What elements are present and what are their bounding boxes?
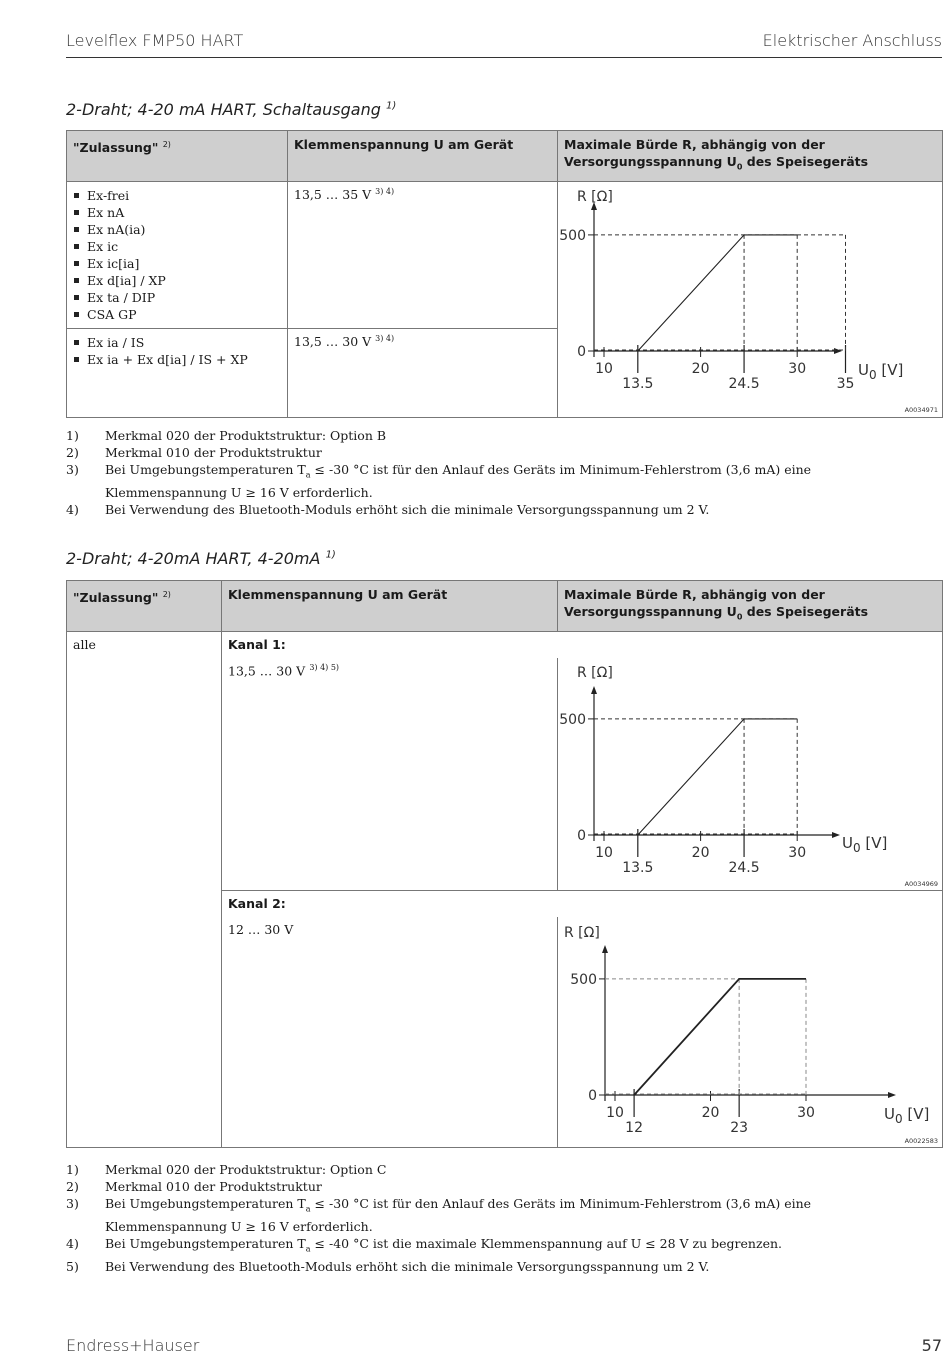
x-axis-arrow (888, 1092, 896, 1098)
y-tick-label: 500 (559, 227, 586, 244)
col-voltage: Klemmenspannung U am Gerät (222, 581, 558, 632)
approval-list-1 (67, 181, 288, 328)
list-item: Ex-frei (73, 187, 281, 204)
section1-title: 2-Draht; 4-20 mA HART, Schaltausgang $^{1)}$ (66, 100, 397, 119)
y-tick-label: 500 (559, 711, 586, 728)
figure-id: A0034971 (904, 405, 938, 414)
x-tick-label: 20 (691, 844, 710, 861)
load-chart-3 (558, 917, 942, 1147)
chart-cell-2 (558, 658, 943, 891)
load-curve (638, 718, 797, 834)
x-tick-label: 20 (701, 1104, 720, 1121)
x-marker-label: 13.5 (622, 375, 654, 392)
section2-title: 2-Draht; 4-20mA HART, 4-20mA $^{1)}$ (66, 549, 336, 568)
list-item: CSA GP (73, 306, 281, 323)
y-tick-label: 0 (588, 1087, 597, 1104)
load-chart-1 (558, 182, 942, 416)
y-tick-label: 500 (570, 971, 597, 988)
section1-table (66, 130, 943, 418)
kanal1-label: Kanal 1: (222, 631, 943, 658)
list-item: Ex ic (73, 238, 281, 255)
voltage-cell-1: 13,5 … 35 V $^{3) 4)}$ (288, 181, 558, 328)
col-approval: "Zulassung" $^{2)}$ (67, 131, 288, 182)
list-item: Ex d[ia] / XP (73, 272, 281, 289)
figure-id: A0034969 (904, 879, 938, 888)
section2-table (66, 580, 943, 1148)
list-item: Ex nA (73, 204, 281, 221)
list-item: Ex nA(ia) (73, 221, 281, 238)
approval-cell: alle (67, 631, 222, 1147)
kanal2-voltage: 12 … 30 V (222, 917, 558, 1148)
list-item: Ex ia + Ex d[ia] / IS + XP (73, 351, 281, 368)
y-axis-label: R [Ω] (577, 664, 613, 681)
kanal2-label: Kanal 2: (222, 890, 943, 917)
figure-id: A0022583 (904, 1136, 938, 1145)
x-axis-arrow (832, 832, 840, 838)
approval-list-2 (67, 328, 288, 417)
y-axis-label: R [Ω] (564, 924, 600, 941)
footnote: 2) Merkmal 010 der Produktstruktur (66, 1179, 322, 1195)
chart-cell-3 (558, 917, 943, 1148)
x-tick-label: 30 (788, 844, 807, 861)
list-item: Ex ta / DIP (73, 289, 281, 306)
list-item: Ex ic[ia] (73, 255, 281, 272)
x-axis-arrow (834, 348, 842, 354)
footnote: 3) Bei Umgebungstemperaturen $T_a \le -30$ °C ist für den Anlauf des Geräts im Minimum-Fehlerstrom (3,6 mA) eine Klemmenspannung U ≥ 16 V erforderlich. (66, 462, 812, 501)
x-tick-label: 10 (595, 360, 613, 377)
y-axis-label: R [Ω] (577, 188, 613, 205)
footnote: 2) Merkmal 010 der Produktstruktur (66, 445, 322, 461)
kanal1-voltage: 13,5 … 30 V $^{3) 4) 5)}$ (222, 658, 558, 891)
header-product: Levelflex FMP50 HART (66, 31, 244, 50)
footnote: 4) Bei Verwendung des Bluetooth-Moduls erhöht sich die minimale Versorgungsspannung um 2 V. (66, 502, 710, 518)
footnote: 5) Bei Verwendung des Bluetooth-Moduls erhöht sich die minimale Versorgungsspannung um 2 V. (66, 1259, 710, 1275)
load-curve (638, 234, 797, 350)
section2-footnotes (66, 1161, 936, 1275)
x-tick-label: 10 (606, 1104, 624, 1121)
x-marker-label: 24.5 (728, 375, 760, 392)
header-section: Elektrischer Anschluss (762, 31, 942, 50)
x-tick-label: 30 (797, 1104, 815, 1121)
col-approval: "Zulassung" $^{2)}$ (67, 581, 222, 632)
col-voltage: Klemmenspannung U am Gerät (288, 131, 558, 182)
y-tick-label: 0 (577, 827, 586, 844)
header-rule (66, 57, 942, 58)
page-number: 57 (921, 1336, 942, 1355)
x-marker-label: 12 (625, 1119, 644, 1136)
x-tick-label: 10 (595, 844, 613, 861)
list-item: Ex ia / IS (73, 334, 281, 351)
voltage-cell-2: 13,5 … 30 V $^{3) 4)}$ (288, 328, 558, 417)
load-chart-2 (558, 658, 942, 890)
x-marker-label: 23 (730, 1119, 749, 1136)
x-tick-label: 30 (788, 360, 807, 377)
footnote: 3) Bei Umgebungstemperaturen $T_a \le -30$ °C ist für den Anlauf des Geräts im Minimum-Fehlerstrom (3,6 mA) eine Klemmenspannung U ≥ 16 V erforderlich. (66, 1196, 812, 1235)
section1-footnotes (66, 427, 936, 519)
footnote: 1) Merkmal 020 der Produktstruktur: Option B (66, 428, 387, 443)
load-curve (634, 978, 806, 1094)
x-marker-label: 13.5 (622, 859, 654, 876)
y-axis-arrow (602, 945, 608, 953)
footer-brand: Endress+Hauser (66, 1336, 200, 1355)
footnote: 1) Merkmal 020 der Produktstruktur: Option C (66, 1162, 387, 1177)
x-axis-label: $U_0$ [V] (858, 360, 904, 382)
x-axis-label: $U_0$ [V] (842, 833, 888, 855)
chart-cell-1 (558, 181, 943, 417)
y-tick-label: 0 (577, 343, 586, 360)
col-load: Maximale Bürde R, abhängig von der Versorgungsspannung $U_0$ des Speisegeräts (558, 131, 943, 182)
x-tick-label: 20 (691, 360, 710, 377)
col-load: Maximale Bürde R, abhängig von der Versorgungsspannung $U_0$ des Speisegeräts (558, 581, 943, 632)
x-marker-label: 35 (836, 375, 855, 392)
footnote: 4) Bei Umgebungstemperaturen $T_a \le -40$ °C ist die maximale Klemmenspannung auf U ≤ 28 V zu begrenzen. (66, 1236, 782, 1254)
x-marker-label: 24.5 (728, 859, 760, 876)
x-axis-label: $U_0$ [V] (884, 1104, 930, 1126)
y-axis-arrow (591, 686, 597, 694)
